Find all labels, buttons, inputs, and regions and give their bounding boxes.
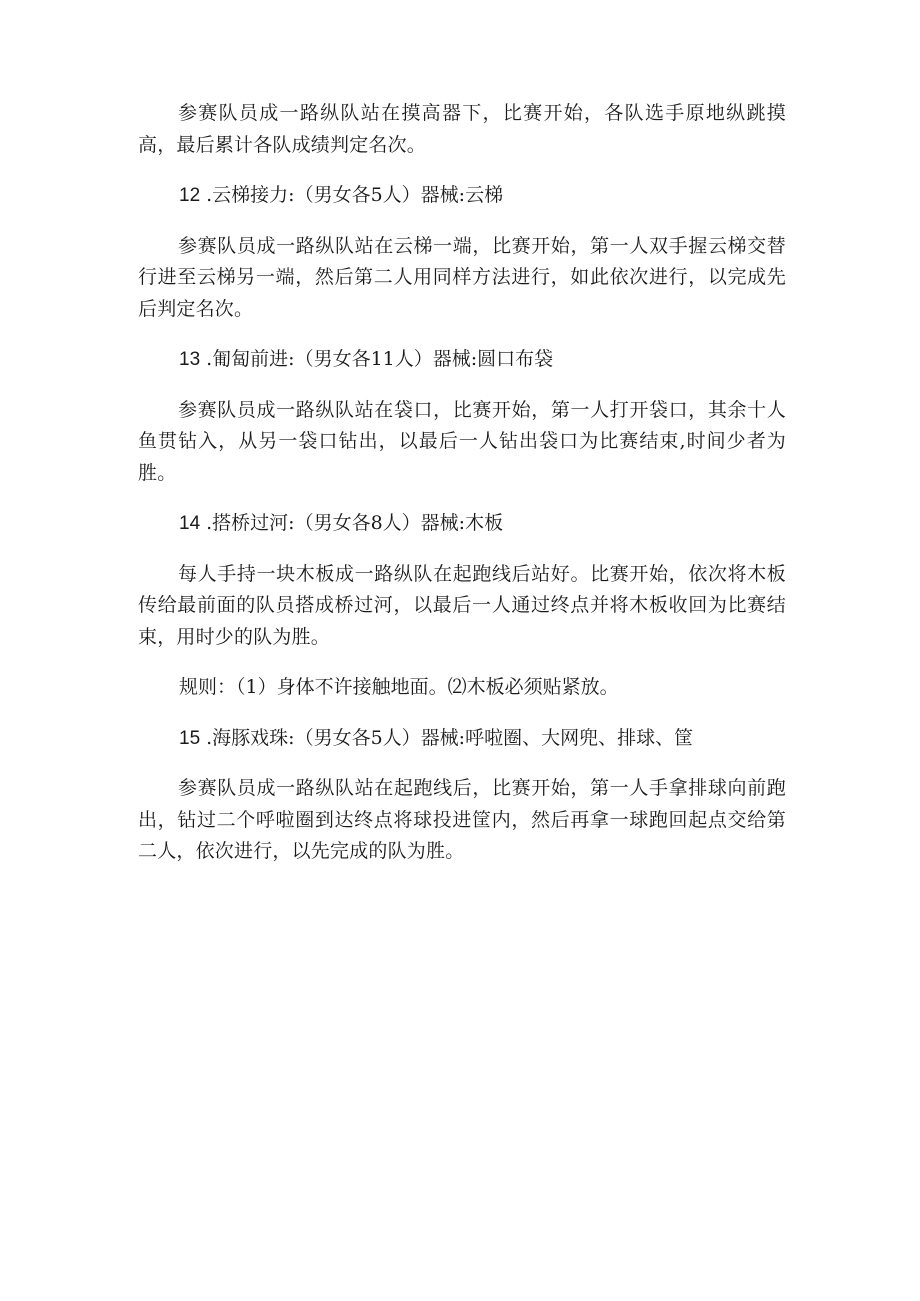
section-number-14: 14 — [179, 513, 201, 534]
section-title-12: .云梯接力:（男女各5人）器械:云梯 — [206, 184, 504, 206]
section-number-12: 12 — [179, 185, 201, 206]
section-body-12: 参赛队员成一路纵队站在云梯一端，比赛开始，第一人双手握云梯交替行进至云梯另一端，然后第二人用同样方法进行，如此依次进行，以完成先后判定名次。 — [138, 234, 786, 320]
document-body — [138, 98, 786, 887]
section-heading-13 — [138, 344, 786, 376]
intro-paragraph: 参赛队员成一路纵队站在摸高器下，比赛开始，各队选手原地纵跳摸高，最后累计各队成绩判定名次。 — [138, 102, 786, 156]
section-title-13: .匍匐前进:（男女各11人）器械:圆口布袋 — [206, 348, 554, 370]
section-body-14: 每人手持一块木板成一路纵队在起跑线后站好。比赛开始，依次将木板传给最前面的队员搭成桥过河，以最后一人通过终点并将木板收回为比赛结束，用时少的队为胜。 — [138, 562, 786, 648]
section-title-15: .海豚戏珠:（男女各5人）器械:呼啦圈、大网兜、排球、筐 — [206, 726, 694, 749]
section-title-14: .搭桥过河:（男女各8人）器械:木板 — [206, 512, 504, 534]
section-heading-12 — [138, 180, 786, 212]
section-rule-14: 规则：（1）身体不许接触地面。⑵木板必须贴紧放。 — [179, 676, 619, 698]
section-body-13: 参赛队员成一路纵队站在袋口，比赛开始，第一人打开袋口，其余十人鱼贯钻入，从另一袋口钻出，以最后一人钻出袋口为比赛结束,时间少者为胜。 — [138, 398, 786, 484]
section-number-13: 13 — [179, 349, 201, 370]
section-number-15: 15 — [179, 727, 201, 749]
section-heading-15 — [138, 723, 786, 755]
section-heading-14 — [138, 508, 786, 540]
section-body-15: 参赛队员成一路纵队站在起跑线后，比赛开始，第一人手拿排球向前跑出，钻过二个呼啦圈到达终点将球投进筐内，然后再拿一球跑回起点交给第二人，依次进行，以先完成的队为胜。 — [138, 777, 786, 862]
